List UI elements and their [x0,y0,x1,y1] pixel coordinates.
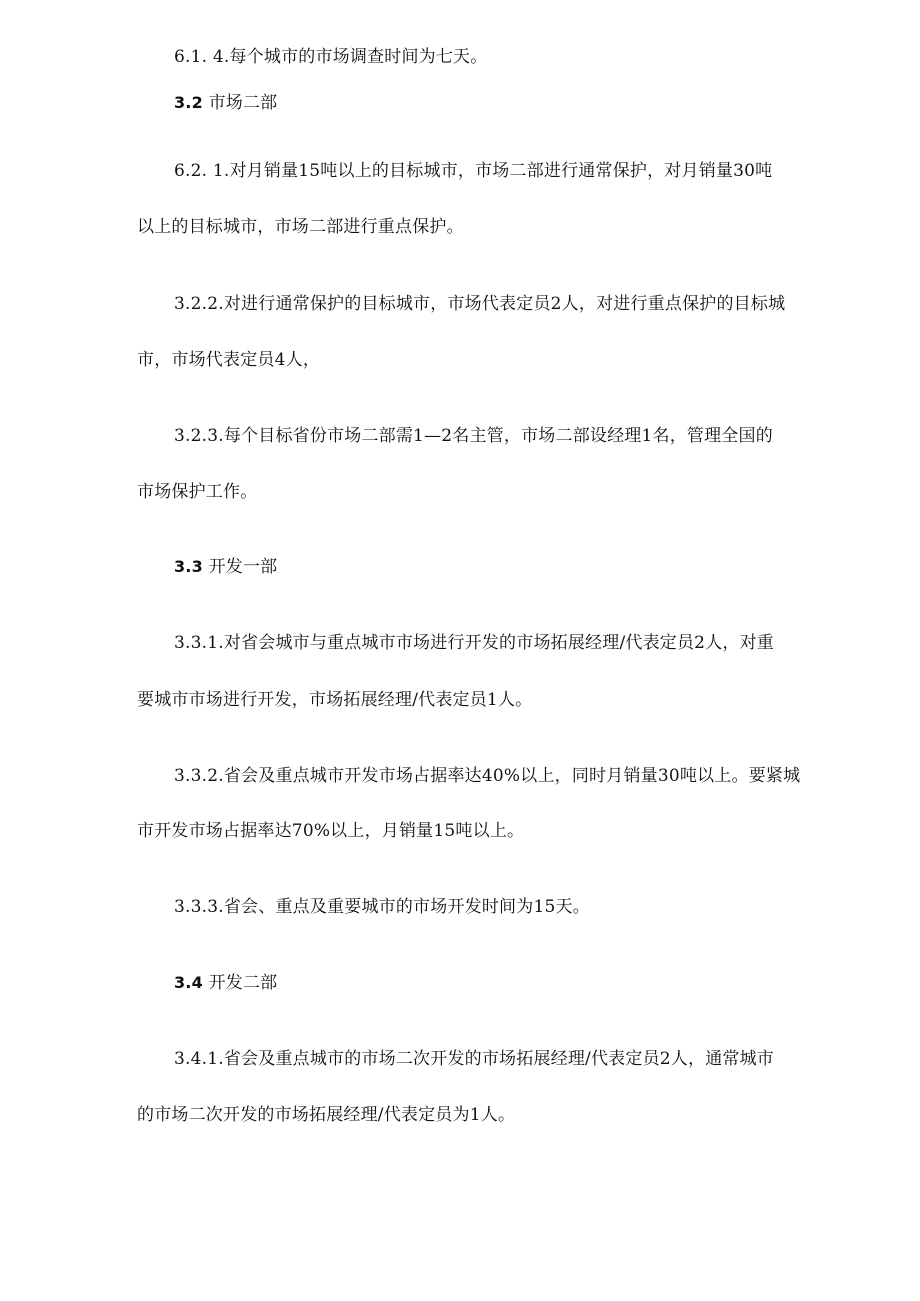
paragraph-3-3-1-line2: 要城市市场进行开发，市场拓展经理/代表定员1人。 [137,690,533,710]
paragraph-3-3-2-line2: 市开发市场占据率达70%以上，月销量15吨以上。 [137,821,525,841]
paragraph-6-1-4: 6.1. 4.每个城市的市场调查时间为七天。 [174,47,488,67]
paragraph-3-4-1-line1: 3.4.1.省会及重点城市的市场二次开发的市场拓展经理/代表定员2人，通常城市 [174,1049,775,1069]
section-heading-3-4 [174,971,277,995]
section-number: 3.3 [174,557,203,576]
section-title: 开发一部 [208,557,278,577]
paragraph-3-4-1-line2: 的市场二次开发的市场拓展经理/代表定员为1人。 [137,1105,516,1125]
section-title: 开发二部 [208,973,278,993]
paragraph-6-2-1-line2: 以上的目标城市，市场二部进行重点保护。 [137,217,464,237]
paragraph-3-3-1-line1: 3.3.1.对省会城市与重点城市市场进行开发的市场拓展经理/代表定员2人，对重 [174,633,775,653]
section-number: 3.2 [174,93,203,112]
paragraph-3-2-2-line2: 市，市场代表定员4人， [137,350,321,370]
paragraph-3-2-3-line1: 3.2.3.每个目标省份市场二部需1—2名主管，市场二部设经理1名，管理全国的 [174,426,773,446]
section-title: 市场二部 [208,93,278,113]
paragraph-3-3-3: 3.3.3.省会、重点及重要城市的市场开发时间为15天。 [174,897,590,917]
section-heading-3-2 [174,91,277,115]
paragraph-3-2-3-line2: 市场保护工作。 [137,482,258,502]
paragraph-6-2-1-line1: 6.2. 1.对月销量15吨以上的目标城市，市场二部进行通常保护，对月销量30吨 [174,161,773,181]
paragraph-3-2-2-line1: 3.2.2.对进行通常保护的目标城市，市场代表定员2人，对进行重点保护的目标城 [174,294,786,314]
section-heading-3-3 [174,555,277,579]
paragraph-3-3-2-line1: 3.3.2.省会及重点城市开发市场占据率达40%以上，同时月销量30吨以上。要紧城 [174,766,801,786]
section-number: 3.4 [174,973,203,992]
